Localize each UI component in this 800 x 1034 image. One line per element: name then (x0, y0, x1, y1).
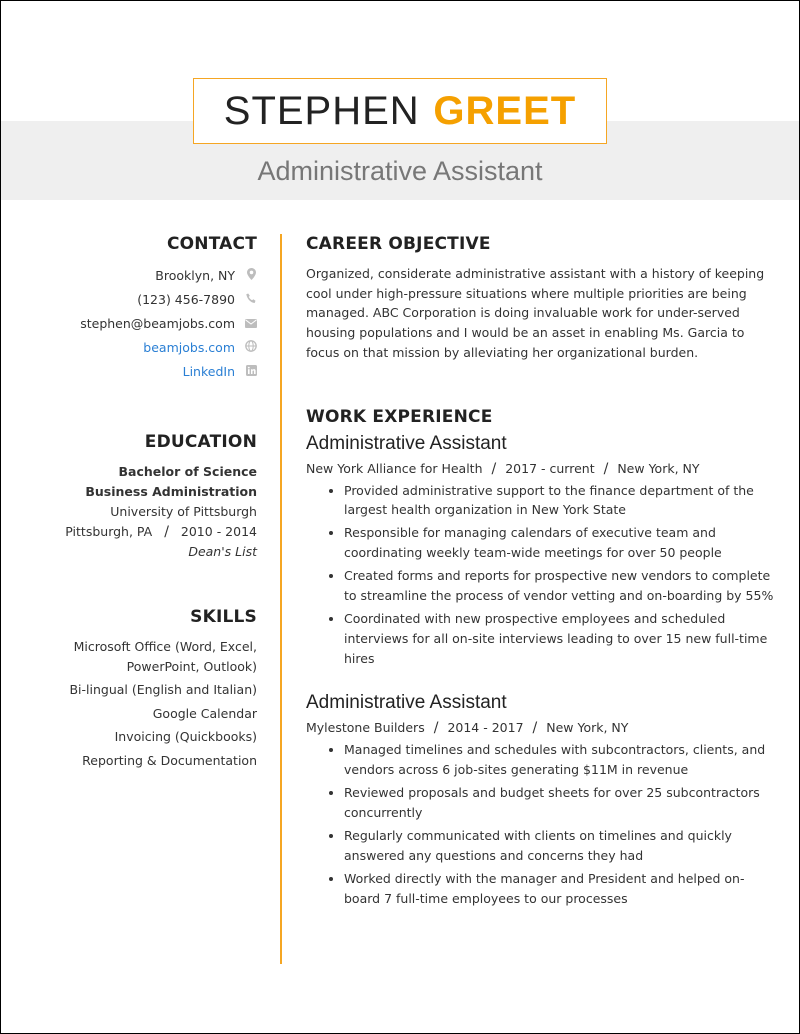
linkedin-icon (245, 361, 257, 384)
meta-separator: / (433, 720, 439, 737)
candidate-name (224, 88, 576, 134)
education-location: Pittsburgh, PA (65, 524, 153, 539)
bullet-item: • Managed timelines and schedules with subcontractors, clients, and vendors across 6 job-sites generating $11M in revenue (344, 740, 776, 779)
meta-separator: / (491, 460, 497, 477)
right-column (306, 234, 776, 912)
work-heading: WORK EXPERIENCE (306, 406, 493, 427)
name-box (193, 78, 607, 144)
job-company: Mylestone Builders (306, 720, 425, 736)
objective-text: Organized, considerate administrative assistant with a history of keeping cool under high-pressure situations where multiple priorities are being managed. ABC Corporation is doing invaluable work for under-served housing populations and I would be an asset in enabling Ms. Garcia to focus on that mission by alleviating her organizational burden. (306, 266, 765, 360)
school: University of Pittsburgh (110, 504, 257, 519)
job-company: New York Alliance for Health (306, 460, 483, 476)
first-name: STEPHEN (223, 89, 420, 133)
work-section (306, 407, 776, 909)
website-link[interactable]: beamjobs.com (143, 340, 235, 355)
phone-icon (245, 289, 257, 312)
contact-location (21, 264, 257, 288)
job-dates: 2017 - current (505, 460, 595, 476)
skills-heading: SKILLS (190, 607, 257, 627)
contact-email (21, 312, 257, 336)
last-name: GREET (433, 89, 577, 133)
skill-item: Google Calendar (152, 705, 257, 721)
meta-separator: / (603, 460, 609, 477)
bullet-item: • Provided administrative support to the finance department of the largest health organization in New York State (344, 481, 776, 520)
contact-heading: CONTACT (166, 234, 257, 254)
education-section (21, 432, 257, 562)
objective-section (306, 234, 776, 363)
bullet-item: • Created forms and reports for prospective new vendors to complete to streamline the process of vendor vetting and on-boarding by 55% (344, 566, 776, 605)
objective-heading: CAREER OBJECTIVE (306, 234, 491, 254)
bullet-item: • Coordinated with new prospective employees and scheduled interviews for all on-site interviews leading to over 15 new full-time hires (344, 609, 776, 668)
globe-icon (245, 337, 257, 360)
skill-item: Invoicing (Quickbooks) (114, 729, 257, 744)
contact-section (21, 234, 257, 384)
skill-item: Reporting & Documentation (82, 752, 257, 768)
job-meta (306, 461, 776, 477)
job-position: Administrative Assistant (306, 432, 507, 454)
contact-linkedin (21, 360, 257, 384)
linkedin-link[interactable]: LinkedIn (182, 364, 235, 379)
contact-location-text: Brooklyn, NY (155, 268, 235, 283)
education-location-dates (21, 522, 257, 542)
contact-website (21, 336, 257, 360)
job-bullets (306, 740, 776, 908)
contact-phone (21, 288, 257, 312)
job-location: New York, NY (546, 720, 629, 736)
bullet-item: • Worked directly with the manager and President and helped on-board 7 full-time employees to our processes (344, 869, 776, 908)
skills-section (21, 607, 257, 770)
education-years: 2010 - 2014 (180, 524, 257, 539)
contact-email-text: stephen@beamjobs.com (80, 316, 235, 331)
job-entry (306, 433, 776, 669)
skill-item: Bi-lingual (English and Italian) (69, 682, 257, 697)
bullet-item: • Regularly communicated with clients on timelines and quickly answered any questions and concerns they had (344, 826, 776, 865)
major: Business Administration (85, 484, 257, 499)
education-heading: EDUCATION (144, 432, 257, 452)
job-bullets (306, 481, 776, 669)
honor: Dean's List (188, 544, 257, 559)
contact-phone-text: (123) 456-7890 (137, 292, 235, 307)
bullet-item: • Reviewed proposals and budget sheets for over 25 subcontractors concurrently (344, 783, 776, 822)
job-meta (306, 720, 776, 736)
location-pin-icon (245, 265, 257, 288)
bullet-item: • Responsible for managing calendars of executive team and coordinating weekly team-wide meetings for over 50 people (344, 523, 776, 562)
job-location: New York, NY (617, 460, 700, 476)
skill-item: Microsoft Office (Word, Excel, PowerPoint, Outlook) (73, 639, 257, 674)
envelope-icon (245, 313, 257, 336)
meta-separator: / (532, 720, 538, 737)
degree: Bachelor of Science (118, 464, 257, 479)
job-dates: 2014 - 2017 (447, 720, 524, 736)
job-position: Administrative Assistant (306, 692, 507, 714)
education-separator: / (164, 524, 169, 540)
job-title-header: Administrative Assistant (257, 156, 543, 186)
left-column (21, 234, 257, 774)
job-entry (306, 692, 776, 908)
column-divider (280, 234, 282, 964)
